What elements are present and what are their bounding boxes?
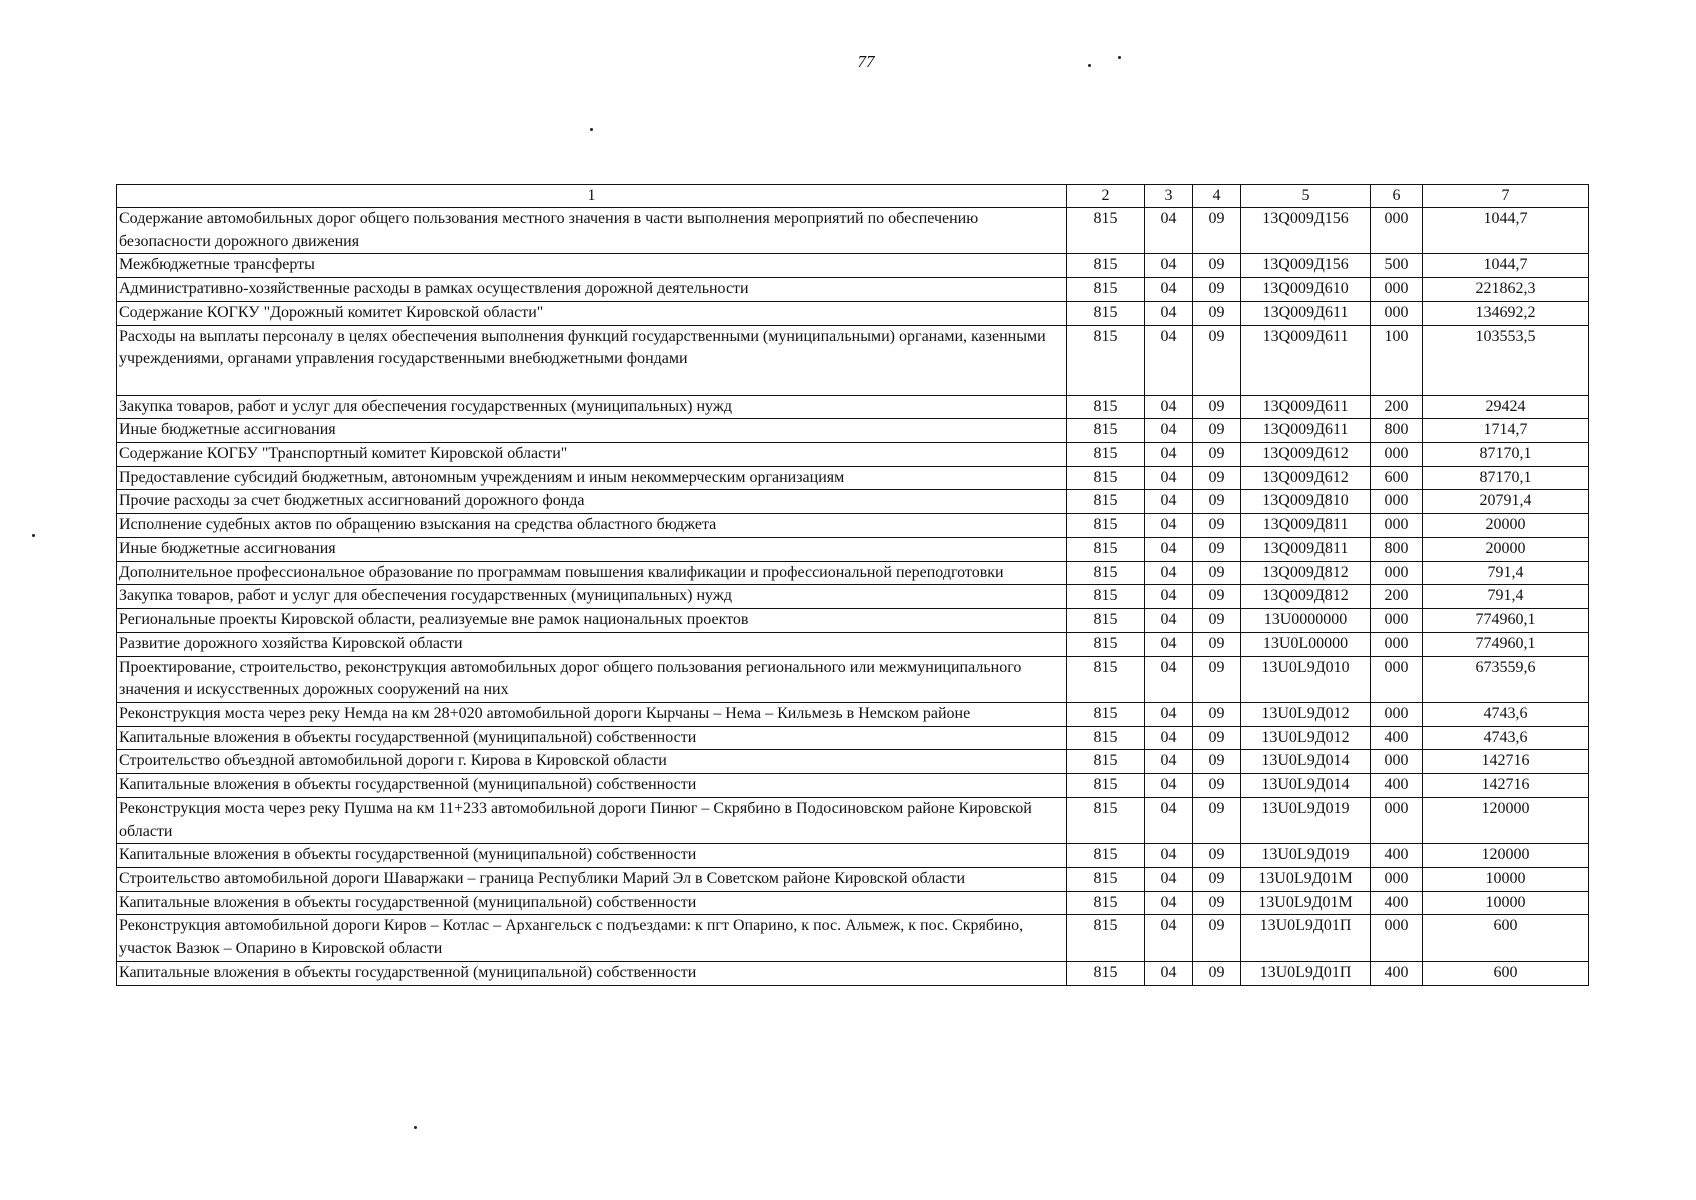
table-row [117,254,1589,278]
row-section-cell: 04 [1145,443,1193,467]
row-section-cell: 04 [1145,466,1193,490]
scan-speck [414,1126,417,1129]
row-subsection-cell: 09 [1193,774,1241,798]
row-name-cell: Реконструкция моста через реку Пушма на км 11+233 автомобильной дороги Пинюг – Скрябино в Подосиновском районе Кировской области [117,797,1067,843]
row-admin-code-cell: 815 [1067,961,1145,985]
row-subsection-cell: 09 [1193,419,1241,443]
row-target-code-cell: 13Q009Д612 [1241,466,1371,490]
row-subsection-cell: 09 [1193,797,1241,843]
row-subsection-cell: 09 [1193,891,1241,915]
row-section-cell: 04 [1145,961,1193,985]
row-name-cell: Капитальные вложения в объекты государственной (муниципальной) собственности [117,774,1067,798]
row-amount-cell: 120000 [1423,797,1589,843]
row-subsection-cell: 09 [1193,443,1241,467]
row-name-cell: Капитальные вложения в объекты государственной (муниципальной) собственности [117,844,1067,868]
row-amount-cell: 87170,1 [1423,466,1589,490]
row-amount-cell: 673559,6 [1423,656,1589,702]
row-section-cell: 04 [1145,514,1193,538]
row-expense-kind-cell: 000 [1371,702,1423,726]
row-subsection-cell: 09 [1193,254,1241,278]
row-subsection-cell: 09 [1193,395,1241,419]
row-section-cell: 04 [1145,609,1193,633]
table-row [117,632,1589,656]
row-expense-kind-cell: 400 [1371,726,1423,750]
row-target-code-cell: 13U0L9Д01П [1241,961,1371,985]
table-row [117,537,1589,561]
row-expense-kind-cell: 400 [1371,891,1423,915]
table-header-row [117,185,1589,208]
row-expense-kind-cell: 500 [1371,254,1423,278]
table-row [117,208,1589,254]
row-target-code-cell: 13U0L00000 [1241,632,1371,656]
row-admin-code-cell: 815 [1067,278,1145,302]
row-section-cell: 04 [1145,490,1193,514]
row-target-code-cell: 13Q009Д611 [1241,301,1371,325]
row-target-code-cell: 13Q009Д611 [1241,395,1371,419]
row-target-code-cell: 13U0L9Д012 [1241,702,1371,726]
row-subsection-cell: 09 [1193,325,1241,395]
table-row [117,702,1589,726]
row-name-cell: Закупка товаров, работ и услуг для обеспечения государственных (муниципальных) нужд [117,585,1067,609]
column-header: 7 [1423,185,1589,208]
column-header: 1 [117,185,1067,208]
row-amount-cell: 142716 [1423,774,1589,798]
row-expense-kind-cell: 800 [1371,419,1423,443]
row-subsection-cell: 09 [1193,466,1241,490]
row-expense-kind-cell: 400 [1371,961,1423,985]
row-amount-cell: 1044,7 [1423,254,1589,278]
row-admin-code-cell: 815 [1067,395,1145,419]
row-target-code-cell: 13U0L9Д01М [1241,891,1371,915]
scan-speck [1118,56,1121,59]
row-admin-code-cell: 815 [1067,325,1145,395]
table-row [117,514,1589,538]
row-name-cell: Содержание автомобильных дорог общего пользования местного значения в части выполнения мероприятий по обеспечению безопасности дорожного движения [117,208,1067,254]
row-subsection-cell: 09 [1193,301,1241,325]
row-name-cell: Прочие расходы за счет бюджетных ассигнований дорожного фонда [117,490,1067,514]
row-admin-code-cell: 815 [1067,891,1145,915]
row-target-code-cell: 13Q009Д610 [1241,278,1371,302]
row-admin-code-cell: 815 [1067,254,1145,278]
row-admin-code-cell: 815 [1067,844,1145,868]
row-amount-cell: 29424 [1423,395,1589,419]
row-amount-cell: 103553,5 [1423,325,1589,395]
row-section-cell: 04 [1145,208,1193,254]
row-amount-cell: 120000 [1423,844,1589,868]
row-section-cell: 04 [1145,797,1193,843]
table-body [117,208,1589,986]
row-subsection-cell: 09 [1193,514,1241,538]
table-row [117,395,1589,419]
row-section-cell: 04 [1145,891,1193,915]
row-expense-kind-cell: 400 [1371,774,1423,798]
row-section-cell: 04 [1145,419,1193,443]
table-row [117,490,1589,514]
row-name-cell: Содержание КОГКУ "Дорожный комитет Кировской области" [117,301,1067,325]
row-name-cell: Капитальные вложения в объекты государственной (муниципальной) собственности [117,961,1067,985]
row-expense-kind-cell: 000 [1371,750,1423,774]
table-row [117,419,1589,443]
row-name-cell: Реконструкция автомобильной дороги Киров – Котлас – Архангельск с подъездами: к пгт Опарино, к пос. Альмеж, к пос. Скрябино, участок Вазюк – Опарино в Кировской области [117,915,1067,961]
row-section-cell: 04 [1145,750,1193,774]
row-subsection-cell: 09 [1193,609,1241,633]
row-amount-cell: 142716 [1423,750,1589,774]
table-row [117,443,1589,467]
row-subsection-cell: 09 [1193,750,1241,774]
row-expense-kind-cell: 000 [1371,514,1423,538]
row-section-cell: 04 [1145,726,1193,750]
row-admin-code-cell: 815 [1067,702,1145,726]
row-target-code-cell: 13Q009Д156 [1241,254,1371,278]
row-admin-code-cell: 815 [1067,797,1145,843]
table-row [117,278,1589,302]
row-expense-kind-cell: 200 [1371,395,1423,419]
row-expense-kind-cell: 200 [1371,585,1423,609]
row-admin-code-cell: 815 [1067,585,1145,609]
row-target-code-cell: 13U0L9Д01М [1241,867,1371,891]
row-target-code-cell: 13Q009Д812 [1241,561,1371,585]
row-section-cell: 04 [1145,632,1193,656]
row-admin-code-cell: 815 [1067,490,1145,514]
row-subsection-cell: 09 [1193,844,1241,868]
row-subsection-cell: 09 [1193,585,1241,609]
row-expense-kind-cell: 000 [1371,443,1423,467]
row-name-cell: Развитие дорожного хозяйства Кировской области [117,632,1067,656]
table-row [117,609,1589,633]
row-subsection-cell: 09 [1193,915,1241,961]
row-amount-cell: 20000 [1423,514,1589,538]
column-header: 6 [1371,185,1423,208]
row-target-code-cell: 13Q009Д611 [1241,419,1371,443]
row-amount-cell: 600 [1423,961,1589,985]
row-name-cell: Региональные проекты Кировской области, реализуемые вне рамок национальных проектов [117,609,1067,633]
row-amount-cell: 1714,7 [1423,419,1589,443]
row-target-code-cell: 13U0L9Д012 [1241,726,1371,750]
scan-speck [1088,64,1091,67]
row-amount-cell: 774960,1 [1423,632,1589,656]
row-section-cell: 04 [1145,537,1193,561]
row-name-cell: Закупка товаров, работ и услуг для обеспечения государственных (муниципальных) нужд [117,395,1067,419]
row-admin-code-cell: 815 [1067,867,1145,891]
row-amount-cell: 1044,7 [1423,208,1589,254]
table-row [117,961,1589,985]
row-expense-kind-cell: 600 [1371,466,1423,490]
row-section-cell: 04 [1145,301,1193,325]
table-row [117,915,1589,961]
row-target-code-cell: 13Q009Д611 [1241,325,1371,395]
column-header: 3 [1145,185,1193,208]
row-subsection-cell: 09 [1193,702,1241,726]
row-admin-code-cell: 815 [1067,537,1145,561]
row-amount-cell: 10000 [1423,867,1589,891]
row-name-cell: Строительство автомобильной дороги Шаваржаки – граница Республики Марий Эл в Советском районе Кировской области [117,867,1067,891]
row-amount-cell: 4743,6 [1423,702,1589,726]
table-row [117,726,1589,750]
row-name-cell: Проектирование, строительство, реконструкция автомобильных дорог общего пользования регионального или межмуниципального значения и искусственных дорожных сооружений на них [117,656,1067,702]
row-target-code-cell: 13U0L9Д01П [1241,915,1371,961]
row-subsection-cell: 09 [1193,537,1241,561]
row-name-cell: Административно-хозяйственные расходы в рамках осуществления дорожной деятельности [117,278,1067,302]
row-amount-cell: 791,4 [1423,561,1589,585]
table-row [117,867,1589,891]
row-admin-code-cell: 815 [1067,301,1145,325]
row-expense-kind-cell: 000 [1371,490,1423,514]
row-target-code-cell: 13U0000000 [1241,609,1371,633]
row-subsection-cell: 09 [1193,726,1241,750]
row-expense-kind-cell: 000 [1371,301,1423,325]
row-name-cell: Иные бюджетные ассигнования [117,537,1067,561]
row-section-cell: 04 [1145,867,1193,891]
row-target-code-cell: 13U0L9Д010 [1241,656,1371,702]
row-section-cell: 04 [1145,561,1193,585]
row-expense-kind-cell: 100 [1371,325,1423,395]
row-target-code-cell: 13U0L9Д014 [1241,750,1371,774]
row-name-cell: Капитальные вложения в объекты государственной (муниципальной) собственности [117,891,1067,915]
row-name-cell: Предоставление субсидий бюджетным, автономным учреждениям и иным некоммерческим организациям [117,466,1067,490]
row-name-cell: Межбюджетные трансферты [117,254,1067,278]
row-expense-kind-cell: 000 [1371,797,1423,843]
row-admin-code-cell: 815 [1067,609,1145,633]
row-target-code-cell: 13Q009Д811 [1241,537,1371,561]
row-section-cell: 04 [1145,702,1193,726]
table-row [117,891,1589,915]
scan-speck [32,534,35,537]
row-section-cell: 04 [1145,774,1193,798]
row-section-cell: 04 [1145,656,1193,702]
column-header: 5 [1241,185,1371,208]
row-expense-kind-cell: 000 [1371,561,1423,585]
row-subsection-cell: 09 [1193,632,1241,656]
row-section-cell: 04 [1145,254,1193,278]
row-expense-kind-cell: 000 [1371,656,1423,702]
row-name-cell: Содержание КОГБУ "Транспортный комитет Кировской области" [117,443,1067,467]
row-name-cell: Исполнение судебных актов по обращению взыскания на средства областного бюджета [117,514,1067,538]
row-name-cell: Дополнительное профессиональное образование по программам повышения квалификации и профессиональной переподготовки [117,561,1067,585]
row-name-cell: Расходы на выплаты персоналу в целях обеспечения выполнения функций государственными (муниципальными) органами, казенными учреждениями, органами управления государственными внебюджетными фондами [117,325,1067,395]
row-section-cell: 04 [1145,585,1193,609]
row-admin-code-cell: 815 [1067,915,1145,961]
row-name-cell: Реконструкция моста через реку Немда на км 28+020 автомобильной дороги Кырчаны – Нема – Кильмезь в Немском районе [117,702,1067,726]
row-amount-cell: 221862,3 [1423,278,1589,302]
row-section-cell: 04 [1145,325,1193,395]
row-subsection-cell: 09 [1193,561,1241,585]
row-amount-cell: 87170,1 [1423,443,1589,467]
row-admin-code-cell: 815 [1067,726,1145,750]
row-amount-cell: 20791,4 [1423,490,1589,514]
table-row [117,750,1589,774]
row-section-cell: 04 [1145,395,1193,419]
row-admin-code-cell: 815 [1067,656,1145,702]
table-row [117,585,1589,609]
row-expense-kind-cell: 000 [1371,632,1423,656]
table-row [117,844,1589,868]
row-subsection-cell: 09 [1193,961,1241,985]
page-number: 77 [857,52,875,71]
row-admin-code-cell: 815 [1067,561,1145,585]
row-amount-cell: 4743,6 [1423,726,1589,750]
column-header: 2 [1067,185,1145,208]
row-target-code-cell: 13U0L9Д019 [1241,844,1371,868]
row-target-code-cell: 13Q009Д811 [1241,514,1371,538]
row-amount-cell: 791,4 [1423,585,1589,609]
budget-table [116,184,1589,986]
row-subsection-cell: 09 [1193,208,1241,254]
table-row [117,774,1589,798]
row-target-code-cell: 13Q009Д156 [1241,208,1371,254]
table-row [117,325,1589,395]
row-section-cell: 04 [1145,278,1193,302]
row-subsection-cell: 09 [1193,656,1241,702]
row-name-cell: Капитальные вложения в объекты государственной (муниципальной) собственности [117,726,1067,750]
row-name-cell: Иные бюджетные ассигнования [117,419,1067,443]
row-amount-cell: 600 [1423,915,1589,961]
row-expense-kind-cell: 800 [1371,537,1423,561]
row-admin-code-cell: 815 [1067,419,1145,443]
row-admin-code-cell: 815 [1067,208,1145,254]
row-admin-code-cell: 815 [1067,632,1145,656]
row-subsection-cell: 09 [1193,867,1241,891]
row-admin-code-cell: 815 [1067,774,1145,798]
row-amount-cell: 10000 [1423,891,1589,915]
table-row [117,797,1589,843]
row-admin-code-cell: 815 [1067,466,1145,490]
row-target-code-cell: 13U0L9Д019 [1241,797,1371,843]
row-expense-kind-cell: 400 [1371,844,1423,868]
row-amount-cell: 774960,1 [1423,609,1589,633]
row-amount-cell: 134692,2 [1423,301,1589,325]
row-target-code-cell: 13Q009Д812 [1241,585,1371,609]
row-target-code-cell: 13U0L9Д014 [1241,774,1371,798]
row-target-code-cell: 13Q009Д810 [1241,490,1371,514]
row-expense-kind-cell: 000 [1371,278,1423,302]
row-name-cell: Строительство объездной автомобильной дороги г. Кирова в Кировской области [117,750,1067,774]
row-subsection-cell: 09 [1193,490,1241,514]
table-row [117,656,1589,702]
row-subsection-cell: 09 [1193,278,1241,302]
row-expense-kind-cell: 000 [1371,867,1423,891]
row-expense-kind-cell: 000 [1371,915,1423,961]
row-amount-cell: 20000 [1423,537,1589,561]
row-section-cell: 04 [1145,915,1193,961]
row-admin-code-cell: 815 [1067,750,1145,774]
row-expense-kind-cell: 000 [1371,208,1423,254]
row-target-code-cell: 13Q009Д612 [1241,443,1371,467]
column-header: 4 [1193,185,1241,208]
row-expense-kind-cell: 000 [1371,609,1423,633]
row-admin-code-cell: 815 [1067,514,1145,538]
row-section-cell: 04 [1145,844,1193,868]
row-admin-code-cell: 815 [1067,443,1145,467]
table-row [117,561,1589,585]
table-row [117,301,1589,325]
scan-speck [590,128,593,131]
table-row [117,466,1589,490]
